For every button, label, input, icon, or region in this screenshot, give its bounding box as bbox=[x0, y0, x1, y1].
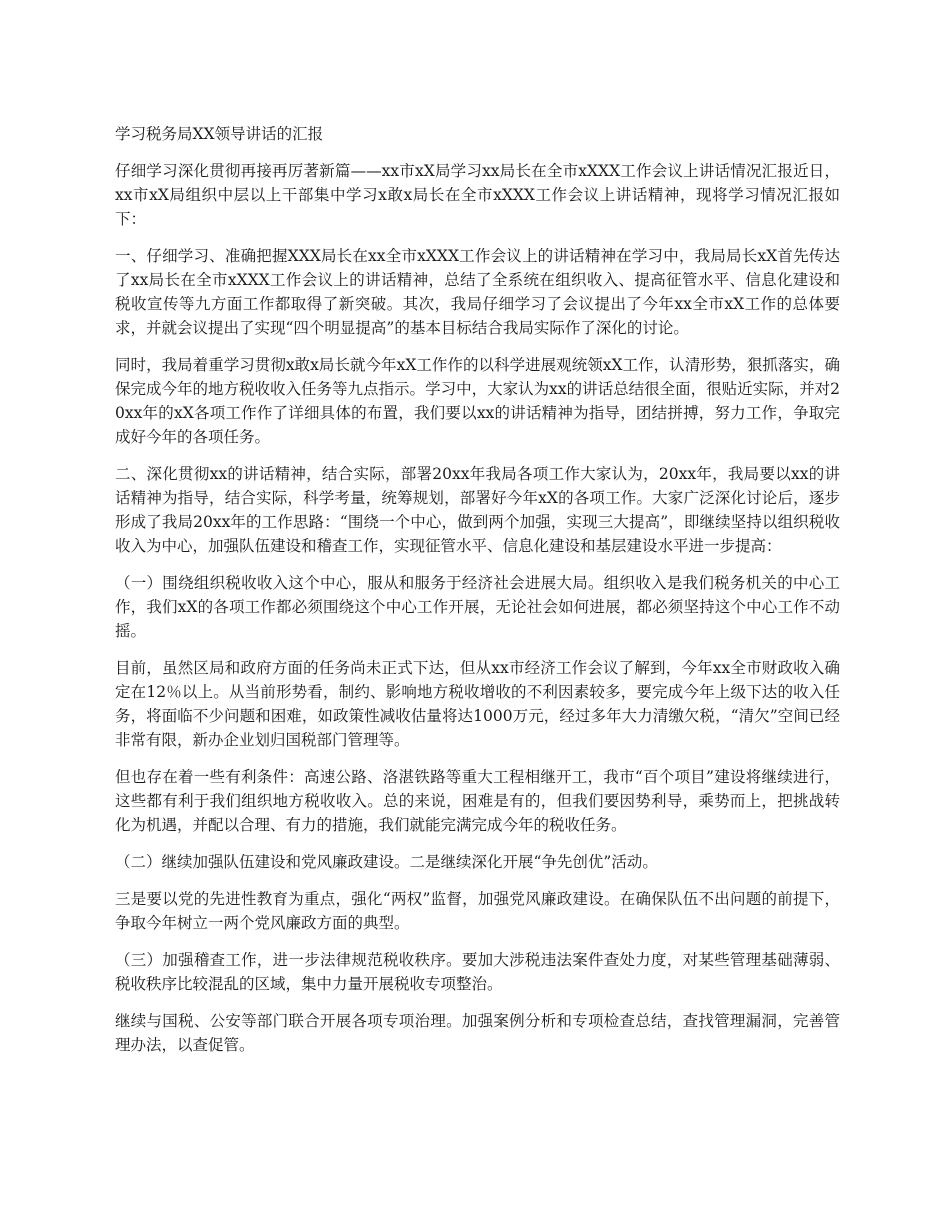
paragraph-item-1: （一）围绕组织税收收入这个中心，服从和服务于经济社会进展大局。组织收入是我们税务机关的中心工作，我们xX的各项工作都必须围绕这个中心工作开展，无论社会如何进展，都必须坚持这个中心工作不动摇。 bbox=[115, 574, 840, 640]
paragraph-intro: 仔细学习深化贯彻再接再厉著新篇——xx市xX局学习xx局长在全市xXXX工作会议上讲话情况汇报近日，xx市xX局组织中层以上干部集中学习x敢x局长在全市xXXX工作会议上讲话精神，现将学习情况汇报如下： bbox=[115, 162, 840, 228]
paragraph-meanwhile: 同时，我局着重学习贯彻x敢x局长就今年xX工作作的以科学进展观统领xX工作，认清形势，狠抓落实，确保完成今年的地方税收收入任务等九点指示。学习中，大家认为xx的讲话总结很全面，很贴近实际，并对20xx年的xX各项工作作了详细具体的布置，我们要以xx的讲话精神为指导，团结拼搏，努力工作，争取完成好今年的各项任务。 bbox=[115, 356, 840, 446]
document-page bbox=[115, 122, 840, 1070]
paragraph-favorable-conditions: 但也存在着一些有利条件：高速公路、洛湛铁路等重大工程相继开工，我市“百个项目”建设将继续进行，这些都有利于我们组织地方税收收入。总的来说，困难是有的，但我们要因势利导，乘势而上，把挑战转化为机遇，并配以合理、有力的措施，我们就能完满完成今年的税收任务。 bbox=[115, 768, 840, 834]
document-title: 学习税务局XX领导讲话的汇报 bbox=[115, 125, 324, 143]
paragraph-item-2: （二）继续加强队伍建设和党风廉政建设。二是继续深化开展“争先创优”活动。 bbox=[115, 853, 658, 871]
paragraph-section-1: 一、仔细学习、准确把握XXX局长在xx全市xXXX工作会议上的讲话精神在学习中，我局局长xX首先传达了xx局长在全市xXXX工作会议上的讲话精神，总结了全系统在组织收入、提高征管水平、信息化建设和税收宣传等九方面工作都取得了新突破。其次，我局仔细学习了会议提出了今年xx全市xX工作的总体要求，并就会议提出了实现“四个明显提高”的基本目标结合我局实际作了深化的讨论。 bbox=[115, 247, 840, 337]
paragraph-item-3: （三）加强稽查工作，进一步法律规范税收秩序。要加大涉税违法案件查处力度，对某些管理基础薄弱、税收秩序比较混乱的区域，集中力量开展税收专项整治。 bbox=[115, 951, 840, 993]
paragraph-section-2: 二、深化贯彻xx的讲话精神，结合实际，部署20xx年我局各项工作大家认为，20xx年，我局要以xx的讲话精神为指导，结合实际，科学考量，统筹规划，部署好今年xX的各项工作。大家广泛深化讨论后，逐步形成了我局20xx年的工作思路：“围绕一个中心，做到两个加强，实现三大提高”，即继续坚持以组织税收收入为中心，加强队伍建设和稽查工作，实现征管水平、信息化建设和基层建设水平进一步提高： bbox=[115, 465, 840, 555]
paragraph-current-situation: 目前，虽然区局和政府方面的任务尚未正式下达，但从xx市经济工作会议了解到，今年xx全市财政收入确定在12％以上。从当前形势看，制约、影响地方税收增收的不利因素较多，要完成今年上级下达的收入任务，将面临不少问题和困难，如政策性减收估量将达1000万元，经过多年大力清缴欠税，“清欠”空间已经非常有限，新办企业划归国税部门管理等。 bbox=[115, 659, 840, 749]
paragraph-point-3: 三是要以党的先进性教育为重点，强化“两权”监督，加强党风廉政建设。在确保队伍不出问题的前提下，争取今年树立一两个党风廉政方面的典型。 bbox=[115, 890, 840, 932]
paragraph-joint-governance: 继续与国税、公安等部门联合开展各项专项治理。加强案例分析和专项检查总结，查找管理漏洞，完善管理办法，以查促管。 bbox=[115, 1012, 840, 1054]
